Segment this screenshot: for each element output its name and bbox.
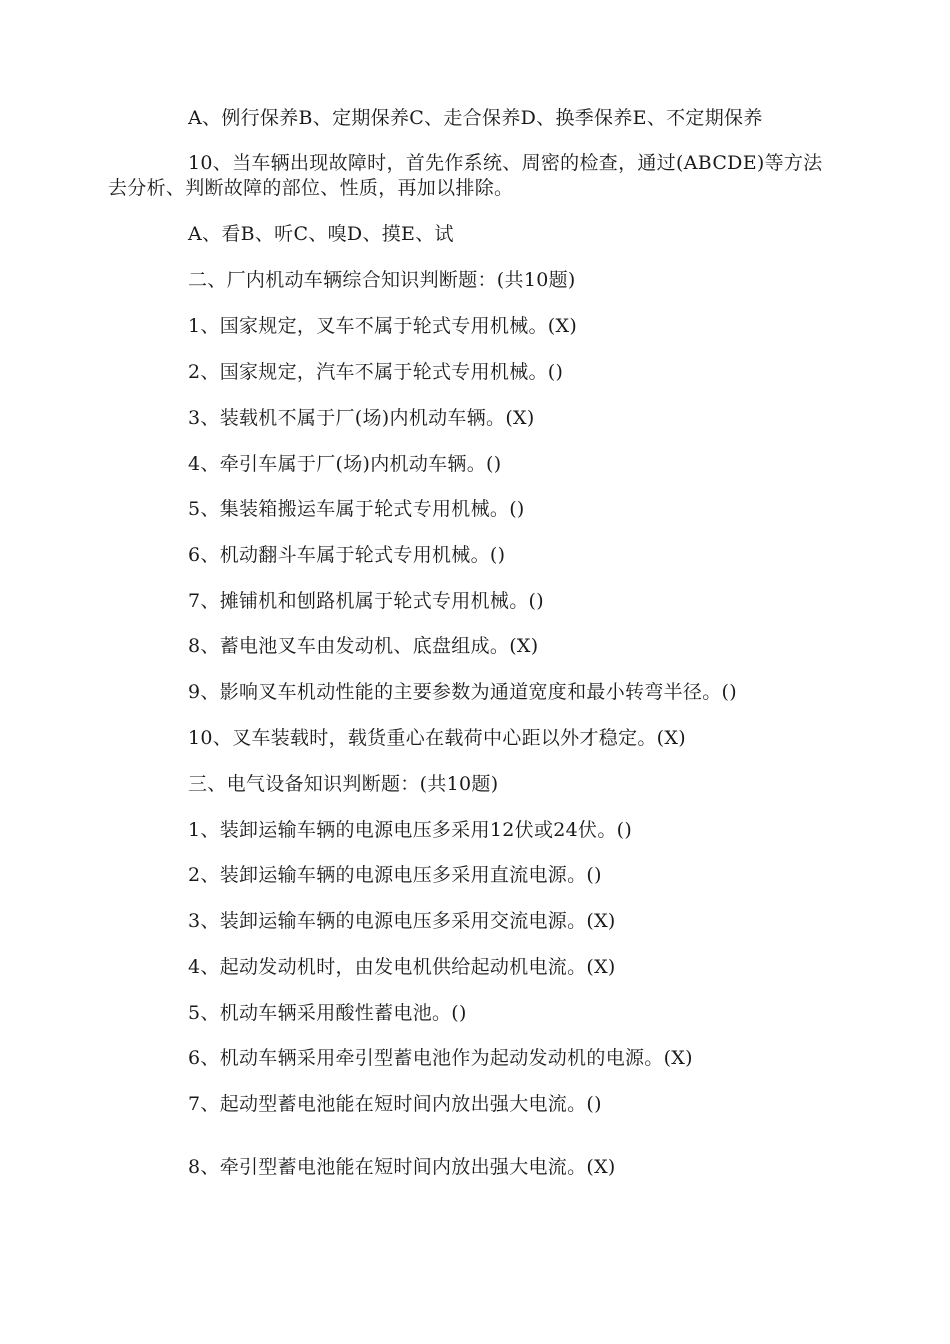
question-line: 5、集装箱搬运车属于轮式专用机械。() xyxy=(188,498,525,520)
question-line: 6、机动翻斗车属于轮式专用机械。() xyxy=(188,544,506,566)
question-10-paragraph: 10、当车辆出现故障时，首先作系统、周密的检查，通过(ABCDE)等方法去分析、判断故障的部位、性质，再加以排除。 xyxy=(108,152,823,199)
question-line: 10、叉车装载时，载货重心在载荷中心距以外才稳定。(X) xyxy=(188,727,686,749)
question-line: 5、机动车辆采用酸性蓄电池。() xyxy=(188,1002,467,1024)
question-line: 1、装卸运输车辆的电源电压多采用12伏或24伏。() xyxy=(188,819,633,841)
question-line: 9、影响叉车机动性能的主要参数为通道宽度和最小转弯半径。() xyxy=(188,681,737,703)
question-line: 7、摊铺机和刨路机属于轮式专用机械。() xyxy=(188,590,544,612)
question-line: 4、牵引车属于厂(场)内机动车辆。() xyxy=(188,453,502,475)
question-line: 3、装载机不属于厂(场)内机动车辆。(X) xyxy=(188,407,535,429)
question-line: 8、牵引型蓄电池能在短时间内放出强大电流。(X) xyxy=(188,1156,616,1178)
question-line: 2、国家规定，汽车不属于轮式专用机械。() xyxy=(188,361,564,383)
question-line: 1、国家规定，叉车不属于轮式专用机械。(X) xyxy=(188,315,578,337)
question-line: 3、装卸运输车辆的电源电压多采用交流电源。(X) xyxy=(188,910,616,932)
question-line: 8、蓄电池叉车由发动机、底盘组成。(X) xyxy=(188,635,539,657)
question-line: 6、机动车辆采用牵引型蓄电池作为起动发动机的电源。(X) xyxy=(188,1047,693,1069)
option-line-maintenance: A、例行保养B、定期保养C、走合保养D、换季保养E、不定期保养 xyxy=(188,107,763,129)
section-heading-electrical: 三、电气设备知识判断题：(共10题) xyxy=(188,773,499,795)
option-line-senses: A、看B、听C、嗅D、摸E、试 xyxy=(188,223,454,245)
question-line: 4、起动发动机时，由发电机供给起动机电流。(X) xyxy=(188,956,616,978)
section-heading-vehicle-knowledge: 二、厂内机动车辆综合知识判断题：(共10题) xyxy=(188,269,576,291)
question-line: 7、起动型蓄电池能在短时间内放出强大电流。() xyxy=(188,1093,602,1115)
question-line: 2、装卸运输车辆的电源电压多采用直流电源。() xyxy=(188,864,602,886)
